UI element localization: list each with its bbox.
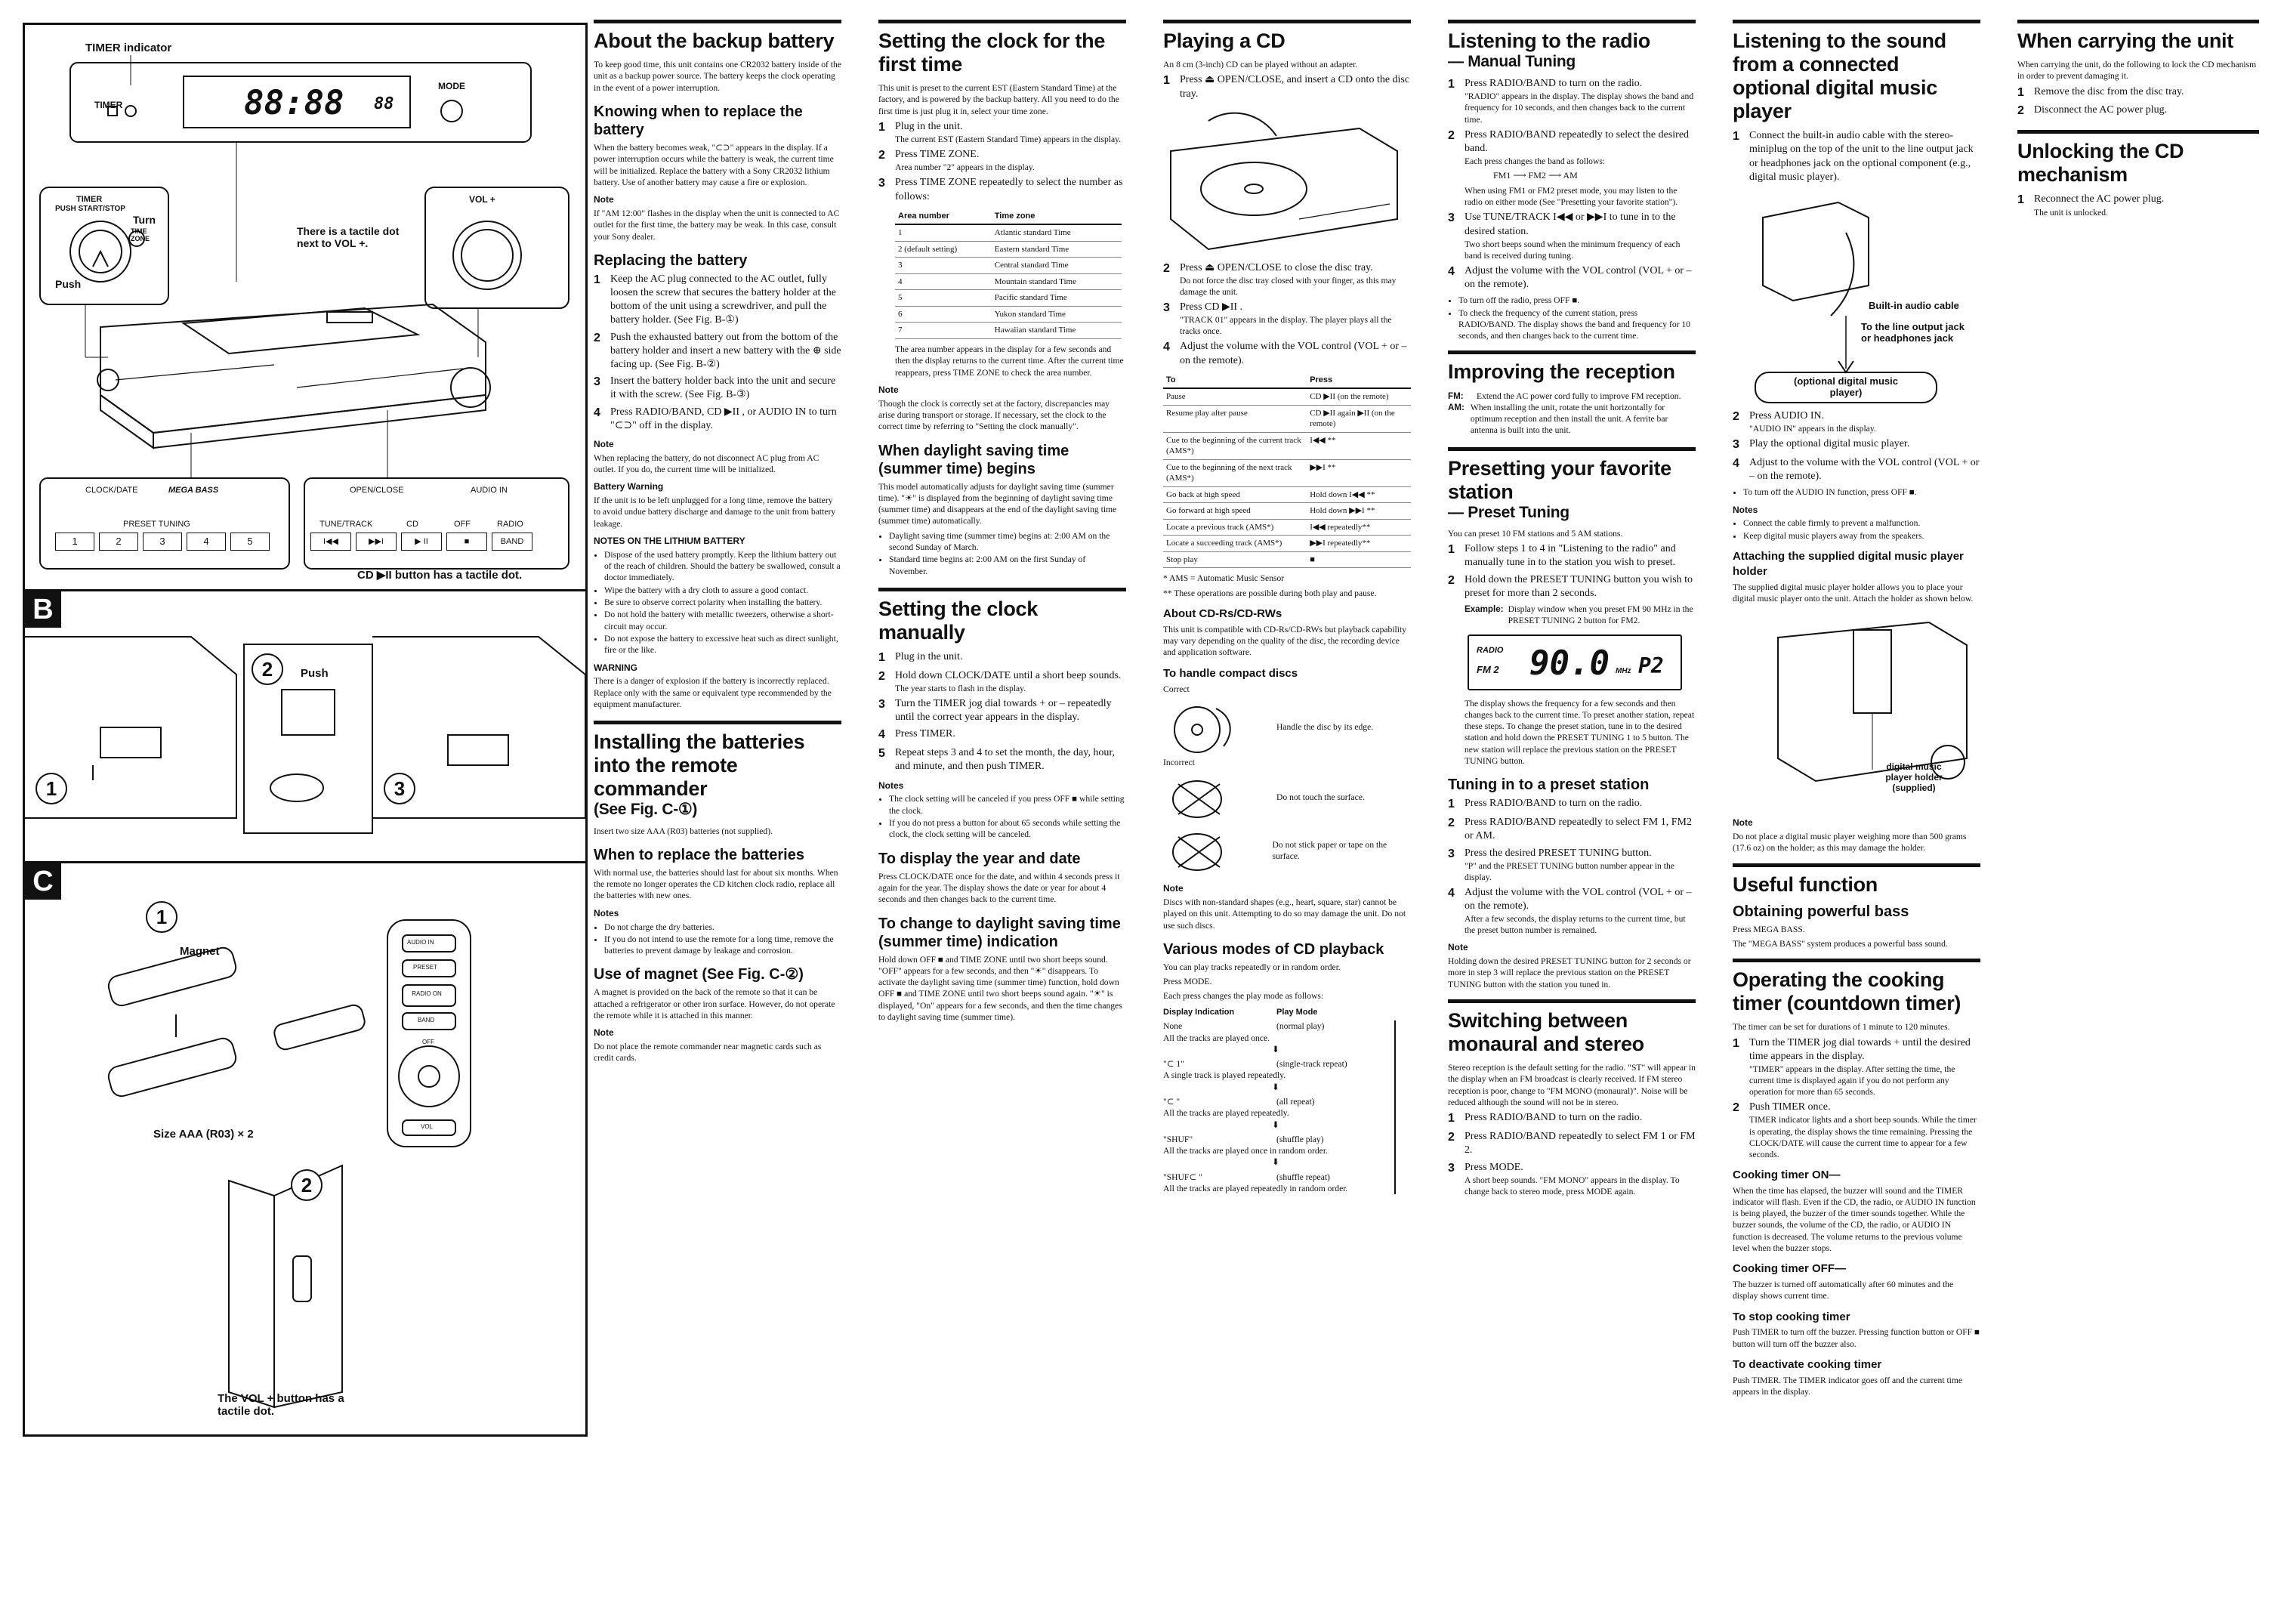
correct-row	[1163, 698, 1411, 757]
timer-knob-sub: PUSH START/STOP	[55, 205, 125, 213]
tune-track-label: TUNE/TRACK	[319, 520, 373, 529]
noclip-row	[1163, 824, 1411, 877]
op-footnote-2: ** These operations are possible during both play and pause.	[1163, 588, 1377, 598]
disc-incorrect-icon	[1163, 773, 1269, 823]
holder-callout: digital music player holder (supplied)	[1885, 761, 1943, 793]
note-label: Note	[594, 194, 614, 205]
next-track-button[interactable]: ▶▶I	[356, 533, 397, 551]
column-backup-battery	[594, 20, 841, 1067]
lcd-small-digits: 88	[374, 94, 394, 113]
timer-intro: The timer can be set for durations of 1 minute to 120 minutes.	[1733, 1022, 1950, 1033]
figure-c	[25, 863, 585, 1434]
audio-step-2: 2 Press AUDIO IN. "AUDIO IN" appears in the display.	[1733, 409, 1876, 434]
clock-step-3: 3 Press TIME ZONE repeatedly to select the number as follows:	[878, 177, 1123, 202]
column-clock	[878, 20, 1126, 1026]
battery-warning-heading: Battery Warning	[594, 481, 664, 492]
preset-button-3[interactable]: 3	[143, 533, 182, 551]
magnet-note-text: Do not place the remote commander near magnetic cards such as credit cards.	[594, 1042, 822, 1064]
note-text: Though the clock is correctly set at the factory, discrepancies may arise during transport or storage. If necessary, set the clock to the correct time by referring to "Setting the clock manually".	[878, 398, 1110, 432]
lithium-item: • Dispose of the used battery promptly. Keep the lithium battery out of the reach of children. Should the battery be swallowed, consult a doctor immediately.	[604, 549, 841, 584]
unlock-step-1: 1 Reconnect the AC power plug. The unit is unlocked.	[2017, 193, 2165, 218]
handle-heading: To handle compact discs	[1163, 666, 1298, 680]
playing-cd-title: Playing a CD	[1163, 29, 1286, 52]
builtin-cable-callout: Built-in audio cable	[1869, 299, 1959, 311]
transport-buttons	[310, 533, 532, 551]
holder-heading: Attaching the supplied digital music player holder	[1733, 550, 1964, 578]
section-rule	[1733, 20, 1980, 23]
table-row: Resume play after pause CD ▶II again ▶II (on the remote)	[1163, 405, 1411, 432]
open-close-button[interactable]: OPEN/CLOSE	[350, 486, 404, 495]
section-rule	[594, 20, 841, 23]
stop-timer-text: Push TIMER to turn off the buzzer. Pressing function button or OFF ■ button will turn off the buzzer also.	[1733, 1327, 1980, 1349]
am-tip: AM: When installing the unit, rotate the unit horizontally for optimum reception and then install the unit. A ferrite bar antenna is built into the unit.	[1448, 402, 1668, 436]
timer-on-text: When the time has elapsed, the buzzer will sound and the TIMER indicator will flash. Even if the CD, the radio, or AUDIO IN function is being played, the buzzer of the timer sounds together. While the buzzer sounds, the volume of the CD, the radio, or AUDIO IN function is decreased. The volume returns to the previous volume level when the buzzer stops.	[1733, 1185, 1976, 1253]
change-dst-heading: To change to daylight saving time (summer time) indication	[878, 915, 1121, 950]
lcd-preset-number: P2	[1638, 653, 1664, 678]
deactivate-timer-text: Push TIMER. The TIMER indicator goes off and the current time appears in the display.	[1733, 1375, 1963, 1397]
tune-step-2: 2 Press RADIO/BAND repeatedly to select FM 1, FM2 or AM.	[1448, 817, 1692, 842]
section-rule	[1733, 959, 1980, 962]
step-3-marker: 3	[384, 773, 415, 804]
disc-tape-icon	[1163, 826, 1265, 875]
year-date-heading: To display the year and date	[878, 850, 1081, 867]
remote-radio-on-button[interactable]: RADIO ON	[412, 990, 442, 997]
lcd-mhz: MHz	[1616, 666, 1631, 675]
manual-step-5: 5 Repeat steps 3 and 4 to set the month, the day, hour, and minute, and then push TIMER.	[878, 747, 1115, 773]
radio-tip-item: • To check the frequency of the current station, press RADIO/BAND. The display shows the band and frequency for 10 seconds, and then changes back to the current time.	[1458, 307, 1696, 342]
note-label: Note	[1163, 883, 1184, 894]
timer-step-2: 2 Push TIMER once. TIMER indicator lights and a short beep sounds. While the timer is operating, the display shows the time remaining. Pressing the CLOCK/DATE will cause the current time to appear for a few seconds.	[1733, 1101, 1977, 1159]
manual-note-item: • If you do not press a button for about 65 seconds while setting the clock, the clock setting will be canceled.	[889, 817, 1126, 841]
note-text: Discs with non-standard shapes (e.g., heart, square, star) cannot be played on this unit. Attempting to do so may damage the unit. Do not use such discs.	[1163, 897, 1406, 931]
clock-step-1: 1 Plug in the unit. The current EST (Eastern Standard Time) appears in the display.	[878, 120, 1122, 145]
preset-tuning-label: PRESET TUNING	[123, 520, 190, 529]
magnet-heading: Use of magnet (See Fig. C-②)	[594, 966, 804, 983]
when-replace-heading: When to replace the batteries	[594, 846, 804, 863]
lcd-frequency: 90.0	[1529, 644, 1610, 683]
turn-label: Turn	[133, 214, 156, 226]
tune-step-1: 1 Press RADIO/BAND to turn on the radio.	[1448, 798, 1643, 811]
cd-step-3: 3 Press CD ▶II . "TRACK 01" appears in the display. The player plays all the tracks once.	[1163, 301, 1392, 337]
audio-off-list	[1733, 486, 1980, 498]
tune-step-4: 4 Adjust the volume with the VOL control (VOL + or – on the remote). After a few seconds, the display returns to the current time, but the preset button number is remained.	[1448, 886, 1692, 936]
timer-step-1: 1 Turn the TIMER jog dial towards + until the desired time appears in the display. "TIMER" appears in the display. After setting the time, the current time is displayed again if you do not perform any operation for more than 65 seconds.	[1733, 1036, 1971, 1098]
figure-a	[25, 25, 585, 591]
preset-title: Presetting your favorite station — Preset Tuning	[1448, 456, 1671, 521]
modes-each: Each press changes the play mode as follows:	[1163, 991, 1324, 1002]
replace-step-4: 4 Press RADIO/BAND, CD ▶II , or AUDIO IN to turn "⊂⊃" off in the display.	[594, 406, 837, 431]
deactivate-timer-heading: To deactivate cooking timer	[1733, 1358, 1882, 1372]
magnet-note-label: Note	[594, 1027, 614, 1039]
cd-step-1: 1 Press ⏏ OPEN/CLOSE, and insert a CD onto the disc tray.	[1163, 74, 1410, 100]
cd-label: CD	[406, 520, 418, 529]
audio-step-1: 1 Connect the built-in audio cable with the stereo-miniplug on the top of the unit to the line output jack or headphones jack on the optional component (e.g., digital music player).	[1733, 130, 1974, 183]
table-row: Cue to the beginning of the next track (AMS*) ▶▶I **	[1163, 459, 1411, 486]
table-row: 7 Hawaiian standard Time	[895, 323, 1122, 339]
remote-note-item: • If you do not intend to use the remote for a long time, remove the batteries to prevent damage by leakage and corrosion.	[604, 934, 841, 957]
correct-label: Correct	[1163, 684, 1190, 694]
cd-step-2: 2 Press ⏏ OPEN/CLOSE to close the disc tray. Do not force the disc tray closed with your finger, as this may damage the unit.	[1163, 261, 1397, 297]
holder-text: The supplied digital music player holder allows you to place your digital music player onto the unit. Attach the holder as shown below.	[1733, 582, 1974, 604]
step-2-marker-c: 2	[291, 1169, 323, 1201]
figure-panel	[23, 23, 588, 1437]
preset-button-4[interactable]: 4	[187, 533, 226, 551]
notes-label: Notes	[1733, 504, 1758, 515]
radio-title: Listening to the radio — Manual Tuning	[1448, 29, 1650, 71]
radio-step-2: 2 Press RADIO/BAND repeatedly to select the desired band. Each press changes the band as follows:	[1448, 128, 1690, 166]
mono-text: Stereo reception is the default setting for the radio. "ST" will appear in the display when an FM broadcast is clearly received. If FM stereo reception is poor, change to "FM MONO (monaural)". Noise will be reduced although the sound will not be in stereo.	[1448, 1063, 1696, 1108]
holder-diagram	[1733, 607, 1980, 811]
cooking-timer-title: Operating the cooking timer (countdown timer)	[1733, 968, 1961, 1015]
remote-band-button[interactable]: BAND	[418, 1017, 435, 1023]
lithium-item: • Wipe the battery with a dry cloth to assure a good contact.	[604, 585, 841, 596]
clock-first-title: Setting the clock for the first time	[878, 29, 1106, 76]
column-radio	[1448, 20, 1696, 1200]
lithium-item: • Be sure to observe correct polarity when installing the battery.	[604, 597, 841, 608]
off-label: OFF	[454, 520, 471, 529]
table-row: Go back at high speed Hold down I◀◀ **	[1163, 486, 1411, 503]
mode-header-play: Play Mode	[1276, 1007, 1318, 1017]
replacing-heading: Replacing the battery	[594, 252, 748, 269]
audio-in-button[interactable]: AUDIO IN	[471, 486, 508, 495]
powerful-text: The "MEGA BASS" system produces a powerful bass sound.	[1733, 939, 1948, 949]
lcd-digits: 88:88	[244, 84, 344, 122]
remote-preset-button[interactable]: PRESET	[413, 964, 438, 971]
tz-after-text: The area number appears in the display for a few seconds and then the display returns to the current time. After the current time reappears, press TIME ZONE to check the area number.	[895, 344, 1124, 378]
table-row: 6 Yukon standard Time	[895, 306, 1122, 323]
backup-battery-title: About the backup battery	[594, 29, 835, 52]
fm-tip: FM: Extend the AC power cord fully to improve FM reception.	[1448, 391, 1681, 401]
table-row: Pause CD ▶II (on the remote)	[1163, 388, 1411, 405]
warning-heading: WARNING	[594, 662, 637, 673]
tactile-dot-note: There is a tactile dot next to VOL +.	[297, 225, 400, 250]
magnet-callout: Magnet	[180, 945, 220, 958]
section-rule	[1733, 863, 1980, 867]
lcd-radio: RADIO	[1477, 645, 1504, 655]
figure-c-label: C	[25, 863, 61, 900]
remote-vol-button[interactable]: VOL	[421, 1123, 434, 1130]
remote-off-button[interactable]: OFF	[422, 1039, 434, 1045]
radio-step-3: 3 Use TUNE/TRACK I◀◀ or ▶▶I to tune in to the desired station. Two short beeps sound when the minimum frequency of each band is received during tuning.	[1448, 211, 1681, 261]
note2-text: When replacing the battery, do not disconnect AC plug from AC outlet. If you do, the current time will be initialized.	[594, 452, 819, 475]
when-replace-text: With normal use, the batteries should last for about six months. When the remote no longer operates the CD kitchen clock radio, replace all the batteries with new ones.	[594, 867, 838, 901]
step-1-marker: 1	[35, 773, 67, 804]
mono-stereo-title: Switching between monaural and stereo	[1448, 1009, 1644, 1056]
timer-off-heading: Cooking timer OFF—	[1733, 1262, 1846, 1276]
preset-intro: You can preset 10 FM stations and 5 AM stations.	[1448, 528, 1623, 539]
preset-button-5[interactable]: 5	[230, 533, 270, 551]
battery-size-callout: Size AAA (R03) × 2	[153, 1128, 254, 1141]
list-item: "SHUF" (shuffle play) All the tracks are played once in random order. ⬇	[1163, 1134, 1328, 1168]
list-item: "SHUF⊂ " (shuffle repeat) All the tracks are played repeatedly in random order.	[1163, 1172, 1348, 1194]
powerful-press: Press MEGA BASS.	[1733, 924, 1805, 934]
note-text: If "AM 12:00" flashes in the display when the unit is connected to AC outlet for the first time, the battery may be weak. In this case, consult your Sony dealer.	[594, 208, 840, 242]
manual-step-4: 4 Press TIMER.	[878, 728, 955, 742]
lithium-item: • Do not expose the battery to excessive heat such as direct sunlight, fire or the like.	[604, 633, 841, 656]
timer-off-text: The buzzer is turned off automatically after 60 minutes and the display shows current time.	[1733, 1280, 1954, 1301]
incorrect-row	[1163, 771, 1411, 824]
list-item: "⊂ 1" (single-track repeat) A single track is played repeatedly. ⬇	[1163, 1059, 1347, 1092]
preset-buttons	[55, 533, 270, 551]
remote-notes-list	[594, 922, 841, 957]
list-item: None (normal play) All the tracks are played once. ⬇	[1163, 1021, 1325, 1054]
improve-reception-title: Improving the reception	[1448, 360, 1675, 384]
line-output-callout: To the line output jack or headphones jack	[1861, 320, 1965, 344]
incorrect-text: Do not touch the surface.	[1276, 792, 1365, 803]
optional-player-callout: (optional digital music player)	[1794, 375, 1898, 398]
backup-battery-intro: To keep good time, this unit contains one CR2032 battery inside of the unit as a backup power source. The battery keeps the clock operating in the event of a power interruption.	[594, 60, 841, 93]
disc-correct-icon	[1163, 701, 1269, 754]
battery-warning-text: If the unit is to be left unplugged for a long time, remove the battery to avoid undue battery discharge and damage to the unit from battery leakage.	[594, 496, 836, 529]
audio-in-title: Listening to the sound from a connected optional digital music player	[1733, 29, 1946, 123]
clock-date-button[interactable]: CLOCK/DATE	[85, 486, 138, 495]
vol-tactile-note: The VOL + button has a tactile dot.	[218, 1392, 344, 1419]
lcd-fm2: FM 2	[1477, 663, 1499, 675]
step-2-marker: 2	[252, 653, 283, 685]
replace-step-1: 1 Keep the AC plug connected to the AC outlet, fully loosen the screw that secures the battery holder at the bottom of the unit using a screwdriver, and pull the battery holder. (See Fig. B-①)	[594, 273, 836, 326]
preset-step-1: 1 Follow steps 1 to 4 in "Listening to the radio" and manually tune in to the station you wish to preset.	[1448, 543, 1676, 569]
battery-replacement-diagram	[25, 591, 585, 863]
modes-text: You can play tracks repeatedly or in random order.	[1163, 962, 1341, 972]
dst-item: • Standard time begins at: 2:00 AM on the first Sunday of November.	[889, 554, 1126, 577]
table-row: 4 Mountain standard Time	[895, 273, 1122, 290]
useful-function-title: Useful function	[1733, 872, 1878, 896]
timer-label: TIMER	[94, 100, 123, 110]
notes-label: Notes	[594, 907, 619, 919]
table-row: Stop play ■	[1163, 551, 1411, 568]
holder-note: Do not place a digital music player weighing more than 500 grams (17.6 oz) on the holder; as this may damage the holder.	[1733, 832, 1967, 854]
note-text: Holding down the desired PRESET TUNING button for 2 seconds or more in step 3 will replace the previous station on the PRESET TUNING button with the station you tuned in.	[1448, 956, 1691, 990]
dst-heading: When daylight saving time (summer time) begins	[878, 442, 1069, 477]
carry-step-2: 2 Disconnect the AC power plug.	[2017, 104, 2168, 118]
magnet-text: A magnet is provided on the back of the remote so that it can be attached a refrigerator or other iron surface. However, do not operate the remote while it is attached in this manner.	[594, 987, 835, 1021]
lithium-heading: NOTES ON THE LITHIUM BATTERY	[594, 536, 745, 547]
section-rule	[1448, 20, 1696, 23]
radio-label: RADIO	[497, 520, 523, 529]
audio-off-item: • To turn off the AUDIO IN function, press OFF ■.	[1743, 486, 1980, 498]
figure-b-label: B	[25, 591, 61, 628]
table-row: Cue to the beginning of the current track (AMS*) I◀◀ **	[1163, 432, 1411, 459]
push-callout: Push	[301, 667, 329, 680]
replace-step-2: 2 Push the exhausted battery out from the bottom of the battery holder and insert a new battery with the ⊕ side facing up. (See Fig. B-②)	[594, 331, 841, 370]
audio-cable-illustration	[1733, 187, 1974, 406]
manual-notes-list	[878, 793, 1126, 840]
audio-note-item: • Keep digital music players away from the speakers.	[1743, 530, 1980, 542]
section-rule	[594, 721, 841, 724]
carrying-intro: When carrying the unit, do the following to lock the CD mechanism in order to prevent damaging it.	[2017, 60, 2257, 82]
cdr-heading: About CD-Rs/CD-RWs	[1163, 607, 1282, 621]
mode-label: MODE	[438, 81, 465, 91]
replace-step-3: 3 Insert the battery holder back into the unit and secure it with the screw. (See Fig. B-③)	[594, 375, 836, 401]
remote-note-item: • Do not charge the dry batteries.	[604, 922, 841, 933]
preset-lcd	[1468, 634, 1682, 690]
audio-step-4: 4 Adjust to the volume with the VOL control (VOL + or – on the remote).	[1733, 456, 1980, 483]
preset-button-1[interactable]: 1	[55, 533, 94, 551]
mono-step-2: 2 Press RADIO/BAND repeatedly to select FM 1 or FM 2.	[1448, 1131, 1696, 1156]
band-button[interactable]: BAND	[492, 533, 532, 551]
radio-step-4: 4 Adjust the volume with the VOL control (VOL + or – on the remote).	[1448, 264, 1692, 291]
clock-step-2: 2 Press TIME ZONE. Area number "2" appears in the display.	[878, 149, 1035, 173]
radio-tips-list	[1448, 295, 1696, 341]
step-1-marker-c: 1	[146, 901, 177, 933]
warning-text: There is a danger of explosion if the battery is incorrectly replaced. Replace only with the same or equivalent type recommended by the equipment manufacturer.	[594, 676, 832, 709]
dst-list	[878, 530, 1126, 577]
mode-header-row	[1163, 1007, 1411, 1018]
tune-step-3: 3 Press the desired PRESET TUNING button. "P" and the PRESET TUNING button number appear in the display.	[1448, 847, 1674, 882]
carrying-title: When carrying the unit	[2017, 29, 2233, 52]
audio-diagram	[1733, 187, 1980, 406]
push-label: Push	[55, 278, 82, 290]
section-rule	[1163, 20, 1411, 23]
clock-intro: This unit is preset to the current EST (Eastern Standard Time) at the factory, and is powered by the backup battery. All you need to do the first time is just plug it in, select your time zone.	[878, 83, 1119, 116]
column-carrying	[2017, 20, 2259, 221]
remote-batteries-title: Installing the batteries into the remote commander (See Fig. C-①)	[594, 730, 805, 819]
unlocking-title: Unlocking the CD mechanism	[2017, 140, 2184, 187]
section-rule	[2017, 130, 2259, 134]
cd-tactile-note: CD ▶II button has a tactile dot.	[357, 569, 523, 582]
note-label: Note	[878, 384, 899, 395]
table-row: 1 Atlantic standard Time	[895, 224, 1122, 241]
time-zone-table: Area number Time zone 1 Atlantic standard Time 2 (default setting) Eastern standard Time 3 Central standard Time 4 Mountain standard Time 5 Pacific standard Time 6 Yukon standard Time 7 Hawaiian standard Time	[895, 208, 1122, 339]
preset-after: The display shows the frequency for a few seconds and then changes back to the current time. To preset another station, repeat these steps. To change the preset station, tune in to the desired station and hold down the PRESET TUNING 1 to 5 button. The new station will replace the previous station on the PRESET TUNING button.	[1465, 698, 1695, 767]
timer-knob-label: TIMER	[76, 195, 103, 204]
lithium-item: • Do not hold the battery with metallic tweezers, otherwise a short-circuit may occur.	[604, 609, 841, 632]
mono-step-3: 3 Press MODE. A short beep sounds. "FM MONO" appears in the display. To change back to stereo mode, press MODE again.	[1448, 1161, 1680, 1196]
lithium-list	[594, 549, 841, 656]
section-rule	[2017, 20, 2259, 23]
list-item: "⊂ " (all repeat) All the tracks are played repeatedly. ⬇	[1163, 1097, 1315, 1130]
section-rule	[1448, 999, 1696, 1003]
preset-button-2[interactable]: 2	[99, 533, 138, 551]
knowing-heading: Knowing when to replace the battery	[594, 103, 803, 138]
press-mode: Press MODE.	[1163, 977, 1212, 987]
note-label: Note	[1733, 817, 1753, 829]
band-cycle: FM1 ⟶ FM2 ⟶ AM	[1493, 170, 1578, 181]
cd-intro: An 8 cm (3-inch) CD can be played without an adapter.	[1163, 60, 1358, 70]
audio-step-3: 3 Play the optional digital music player.	[1733, 438, 1910, 452]
stop-timer-heading: To stop cooking timer	[1733, 1310, 1850, 1323]
audio-note-item: • Connect the cable firmly to prevent a malfunction.	[1743, 517, 1980, 529]
note2-label: Note	[594, 438, 614, 449]
table-row: Locate a succeeding track (AMS*) ▶▶I repeatedly**	[1163, 536, 1411, 552]
table-row: 2 (default setting) Eastern standard Time	[895, 241, 1122, 258]
clock-manual-title: Setting the clock manually	[878, 597, 1038, 644]
knowing-text: When the battery becomes weak, "⊂⊃" appears in the display. If a power interruption occurs while the battery is weak, the current time will be initialized. Replace the battery with a Sony CR2032 lithium battery. Use of another battery may cause a fire or explosion.	[594, 142, 834, 187]
remote-diagram	[25, 863, 585, 1434]
cdr-text: This unit is compatible with CD-Rs/CD-RWs but playback capability may vary depending on the quality of the disc, the recording device and application software.	[1163, 624, 1407, 658]
prev-track-button[interactable]: I◀◀	[310, 533, 351, 551]
table-row: Locate a previous track (AMS*) I◀◀ repeatedly**	[1163, 519, 1411, 536]
table-row: 5 Pacific standard Time	[895, 290, 1122, 307]
preset-step-2: 2 Hold down the PRESET TUNING button you wish to preset for more than 2 seconds.	[1448, 573, 1693, 599]
stop-button[interactable]: ■	[446, 533, 487, 551]
figure-b	[25, 591, 585, 863]
manual-step-1: 1 Plug in the unit.	[878, 651, 963, 665]
cd-operations-table: To Press Pause CD ▶II (on the remote) Resume play after pause CD ▶II again ▶II (on the remote) Cue to the beginning of the current track (AMS*) I◀◀ ** Cue to the beginning of the next track (AMS*) ▶▶I ** Go back at high speed Hold down I◀◀ ** Go forward at high speed Hold down ▶▶I ** Locate a previous track (AMS*) I◀◀ repeatedly** Locate a succeeding track (AMS*) ▶▶I repeatedly** Stop play ■	[1163, 372, 1411, 569]
dst-item: • Daylight saving time (summer time) begins at: 2:00 AM on the second Sunday of March.	[889, 530, 1126, 554]
column-audio-in	[1733, 20, 1980, 1400]
remote-audio-in-button[interactable]: AUDIO IN	[407, 939, 434, 946]
mega-bass-button[interactable]: MEGA BASS	[168, 486, 219, 495]
carry-step-1: 1 Remove the disc from the disc tray.	[2017, 85, 2184, 99]
dst-text: This model automatically adjusts for daylight saving time (summer time). "☀" is displayed from the beginning of daylight saving time (summer time) and disappears at the end of the daylight saving time (summer time) automatically.	[878, 481, 1117, 526]
radio-step-1: 1 Press RADIO/BAND to turn on the radio. "RADIO" appears in the display. The display shows the band and frequency for 10 seconds, and then changes back to the current time.	[1448, 78, 1694, 125]
radio-tip-item: • To turn off the radio, press OFF ■.	[1458, 295, 1696, 306]
manual-step-2: 2 Hold down CLOCK/DATE until a short beep sounds. The year starts to flash in the display.	[878, 669, 1122, 694]
incorrect-label: Incorrect	[1163, 757, 1195, 767]
notes-label: Notes	[878, 780, 904, 791]
timer-on-heading: Cooking timer ON—	[1733, 1168, 1841, 1181]
mono-step-1: 1 Press RADIO/BAND to turn on the radio.	[1448, 1112, 1643, 1125]
audio-notes-list	[1733, 517, 1980, 542]
time-zone-label: TIME ZONE	[131, 227, 150, 243]
section-rule	[1448, 350, 1696, 354]
play-pause-button[interactable]: ▶ II	[401, 533, 442, 551]
correct-text: Handle the disc by its edge.	[1276, 722, 1374, 733]
year-date-text: Press CLOCK/DATE once for the date, and within 4 seconds press it again for the year. The display shows the date or year for about 4 seconds and then changes back to the current time.	[878, 871, 1120, 905]
noclip-text: Do not stick paper or tape on the surface.	[1272, 839, 1387, 862]
timer-indicator-callout: TIMER indicator	[85, 42, 172, 54]
powerful-bass-heading: Obtaining powerful bass	[1733, 903, 1909, 920]
cd-tray-illustration	[1163, 106, 1405, 257]
section-rule	[1448, 447, 1696, 451]
tune-preset-heading: Tuning in to a preset station	[1448, 776, 1650, 794]
note-label: Note	[1448, 942, 1468, 953]
manual-note-item: • The clock setting will be canceled if you press OFF ■ while setting the clock.	[889, 793, 1126, 817]
table-row: Go forward at high speed Hold down ▶▶I **	[1163, 503, 1411, 520]
preset-example: Example: Display window when you preset FM 90 MHz in the PRESET TUNING 2 button for FM2.	[1465, 604, 1693, 626]
modes-heading: Various modes of CD playback	[1163, 940, 1384, 958]
table-row: 3 Central standard Time	[895, 258, 1122, 274]
vol-label: VOL +	[469, 194, 495, 205]
mode-list	[1163, 1020, 1396, 1194]
change-dst-text: Hold down OFF ■ and TIME ZONE until two short beeps sound. "OFF" appears for a few seconds, and then "☀" disappears. To activate the daylight saving time (summer time) function, hold down OFF ■ and TIME ZONE until two short beeps sound again. "☀" is displayed, "On" appears for a few seconds, and then the time changes to daylight saving time (summer time).	[878, 954, 1122, 1023]
op-footnote-1: * AMS = Automatic Music Sensor	[1163, 573, 1285, 584]
section-rule	[878, 588, 1126, 591]
column-cd	[1163, 20, 1411, 1197]
band-note: When using FM1 or FM2 preset mode, you may listen to the radio on either mode (See "Presetting your favorite station").	[1465, 185, 1678, 208]
section-rule	[878, 20, 1126, 23]
remote-text: Insert two size AAA (R03) batteries (not supplied).	[594, 826, 773, 836]
cd-step-4: 4 Adjust the volume with the VOL control (VOL + or – on the remote).	[1163, 341, 1407, 366]
mode-header-display: Display Indication	[1163, 1007, 1235, 1017]
manual-step-3: 3 Turn the TIMER jog dial towards + or – repeatedly until the correct year appears in the display.	[878, 698, 1112, 724]
